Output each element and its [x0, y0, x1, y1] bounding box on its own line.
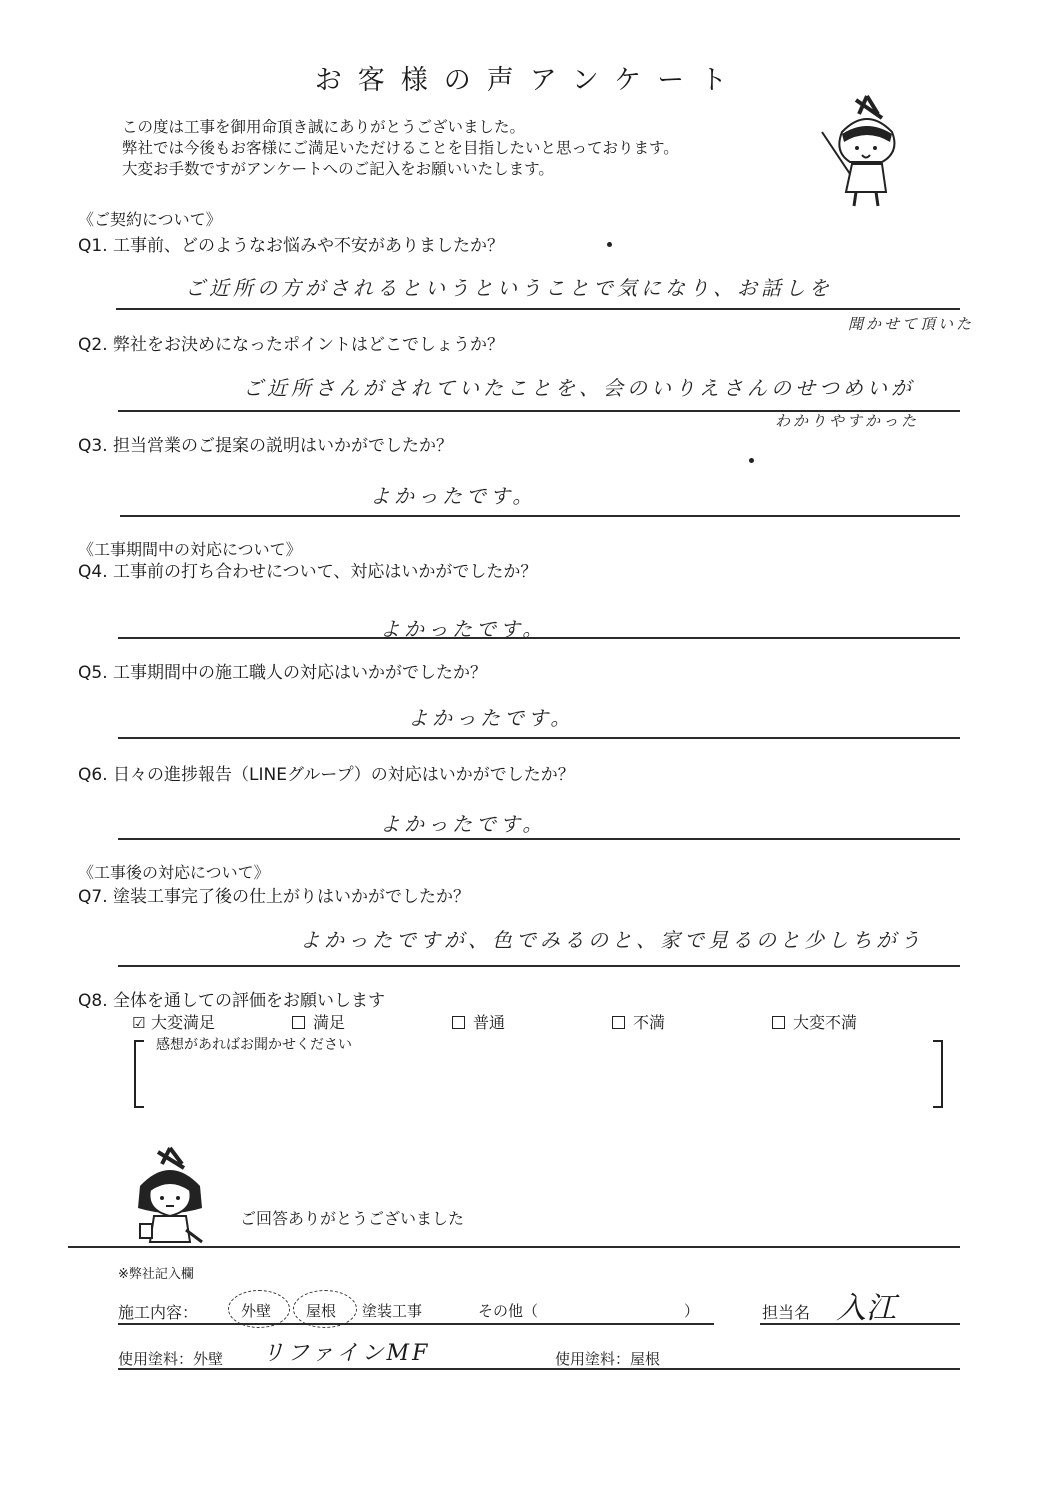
- thanks-message: ご回答ありがとうございました: [240, 1209, 465, 1228]
- intro-text: [122, 117, 679, 180]
- question-1-label: Q1. 工事前、どのようなお悩みや不安がありましたか？: [78, 236, 505, 256]
- field-underline: [118, 1368, 960, 1370]
- staff-name: 入江: [836, 1291, 896, 1326]
- checkbox-icon: [772, 1016, 785, 1029]
- question-6-label: Q6. 日々の進捗報告（LINEグループ）の対応はいかがでしたか？: [78, 765, 575, 785]
- question-5-label: Q5. 工事期間中の施工職人の対応はいかがでしたか？: [78, 663, 488, 683]
- paint-wall-label: 使用塗料：外壁: [118, 1350, 224, 1368]
- option-very-satisfied[interactable]: ☑ 大変満足: [132, 1013, 216, 1032]
- checkbox-icon: [292, 1016, 305, 1029]
- page-title: お客様の声アンケート: [314, 65, 744, 96]
- answer-line: [118, 737, 960, 739]
- work-item-painting[interactable]: 塗装工事: [362, 1302, 423, 1320]
- question-7-answer: よかったですが、色でみるのと、家で見るのと少しちがう: [300, 928, 924, 952]
- field-underline: [118, 1323, 714, 1325]
- question-7-label: Q7. 塗装工事完了後の仕上がりはいかがでしたか？: [78, 887, 471, 907]
- question-2-answer: ご近所さんがされていたことを、会のいりえさんのせつめいが: [243, 376, 915, 400]
- option-satisfied[interactable]: 満足: [292, 1010, 345, 1033]
- divider-line: [68, 1246, 960, 1248]
- checkbox-icon: [452, 1016, 465, 1029]
- answer-line: [118, 410, 960, 412]
- question-1-answer: ご近所の方がされるというということで気になり、お話しを: [185, 276, 833, 300]
- comment-input-area[interactable]: [150, 1056, 925, 1102]
- ink-dot: [607, 242, 612, 247]
- ink-dot: [749, 458, 754, 463]
- answer-line: [120, 515, 960, 517]
- answer-line: [118, 637, 960, 639]
- option-dissatisfied[interactable]: 不満: [612, 1010, 665, 1033]
- intro-line: 弊社では今後もお客様にご満足いただけることを目指したいと思っております。: [122, 139, 679, 157]
- intro-line: この度は工事を御用命頂き誠にありがとうございました。: [122, 118, 526, 136]
- answer-line: [116, 308, 960, 310]
- section-heading-after-construction: 《工事後の対応について》: [78, 863, 270, 882]
- work-item-wall[interactable]: 外壁: [241, 1302, 272, 1320]
- question-8-label: Q8. 全体を通しての評価をお願いします: [78, 991, 386, 1011]
- work-item-other-close: ）: [684, 1302, 700, 1320]
- staff-label: 担当名: [762, 1303, 811, 1322]
- work-content-label: 施工内容：: [118, 1303, 199, 1322]
- intro-line: 大変お手数ですがアンケートへのご記入をお願いいたします。: [122, 160, 554, 178]
- comment-box-left-bracket: [134, 1040, 144, 1108]
- paint-roof-label: 使用塗料：屋根: [555, 1350, 661, 1368]
- question-5-answer: よかったです。: [408, 706, 575, 730]
- question-3-answer: よかったです。: [370, 484, 537, 508]
- work-item-other-open[interactable]: その他（: [478, 1302, 539, 1320]
- question-4-answer: よかったです。: [380, 617, 547, 641]
- checked-box-icon: ☑: [132, 1014, 146, 1032]
- work-item-roof[interactable]: 屋根: [306, 1302, 337, 1320]
- field-underline: [760, 1323, 960, 1325]
- question-2-answer-continued: わかりやすかった: [775, 412, 920, 430]
- checkbox-icon: [612, 1016, 625, 1029]
- question-2-label: Q2. 弊社をお決めになったポイントはどこでしょうか？: [78, 335, 505, 355]
- comment-box-right-bracket: [933, 1040, 943, 1108]
- option-very-dissatisfied[interactable]: 大変不満: [772, 1010, 857, 1033]
- office-use-header: ※弊社記入欄: [118, 1267, 194, 1282]
- question-6-answer: よかったです。: [380, 812, 547, 836]
- section-heading-contract: 《ご契約について》: [78, 210, 222, 229]
- question-3-label: Q3. 担当営業のご提案の説明はいかがでしたか？: [78, 436, 454, 456]
- section-heading-during-construction: 《工事期間中の対応について》: [78, 540, 302, 559]
- question-4-label: Q4. 工事前の打ち合わせについて、対応はいかがでしたか？: [78, 562, 538, 582]
- comment-prompt: 感想があればお聞かせください: [156, 1037, 352, 1053]
- samurai-mascot-illustration: [812, 92, 912, 212]
- option-neutral[interactable]: 普通: [452, 1010, 505, 1033]
- samurai-mascot-bottom-illustration: [128, 1146, 218, 1246]
- question-1-answer-continued: 聞かせて頂いた: [848, 315, 975, 333]
- answer-line: [118, 838, 960, 840]
- paint-wall-value: リファインMF: [262, 1341, 431, 1366]
- answer-line: [118, 965, 960, 967]
